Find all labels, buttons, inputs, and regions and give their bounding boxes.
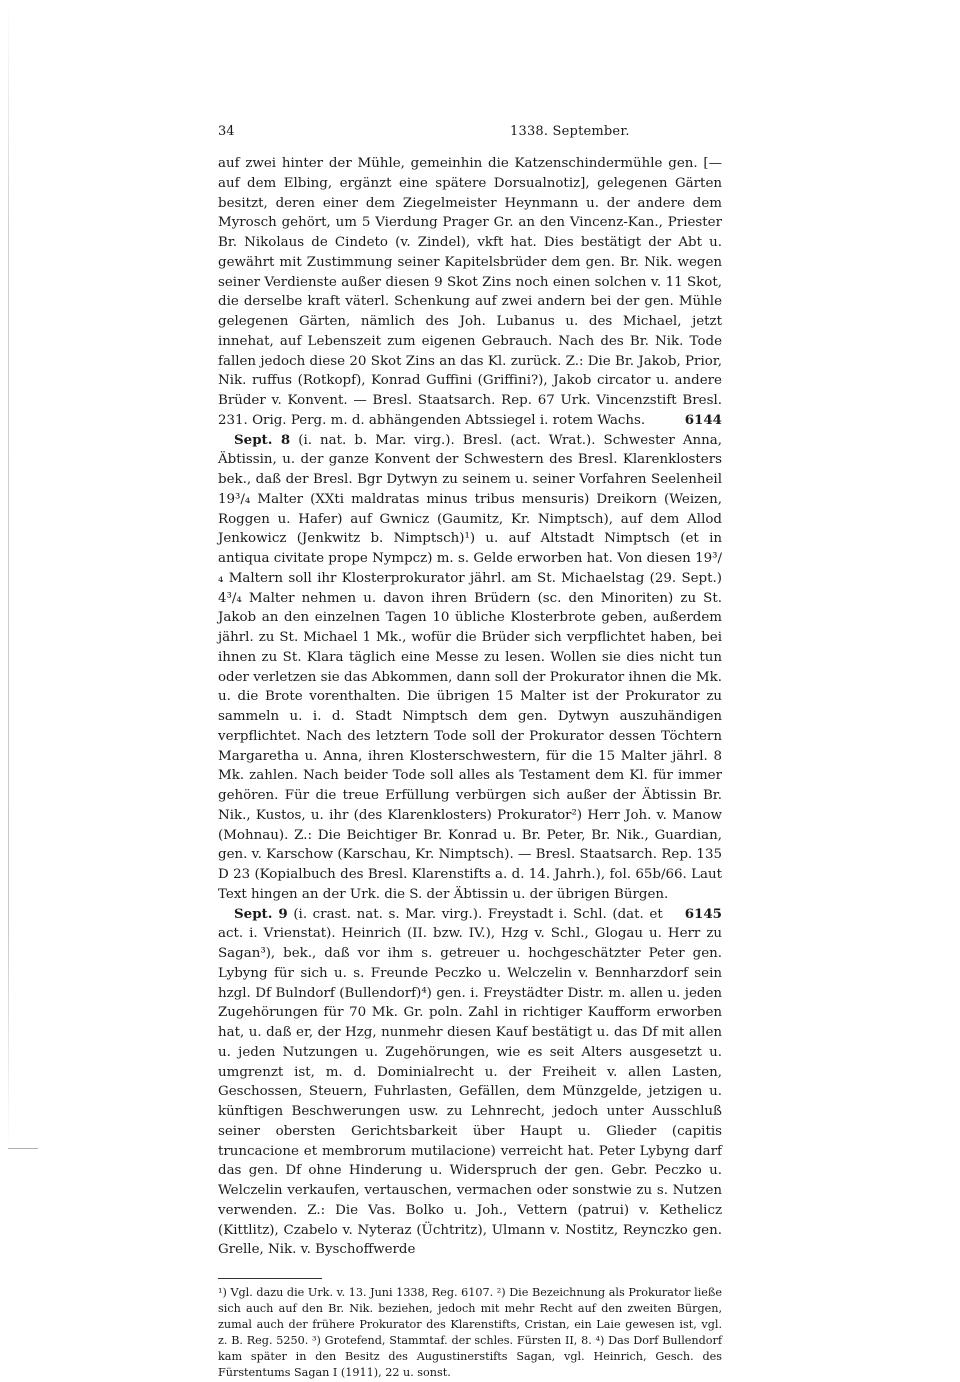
entry-6146 bbox=[218, 905, 722, 1261]
entry-number: 6145 bbox=[684, 905, 722, 922]
document-page bbox=[218, 124, 722, 1382]
entry-continuation bbox=[218, 154, 722, 431]
entry-date: Sept. 9 bbox=[234, 905, 288, 922]
page-number: 34 bbox=[218, 124, 235, 139]
body-text bbox=[218, 154, 722, 1260]
running-title: 1338. September. bbox=[510, 124, 630, 139]
entry-text: auf zwei hinter der Mühle, gemeinhin die Katzenschindermühle gen. [— auf dem Elbing, ergänzt eine spätere Dorsualnotiz], gelegenen Gärten besitzt, deren einer dem Ziegelmeister Heynmann u. der andere dem Myrosch gehört, um 5 Vierdung Prager Gr. an den Vincenz-Kan., Priester Br. Nikolaus de Cindeto (v. Zindel), vkft hat. Dies bestätigt der Abt u. gewährt mit Zustimmung seiner Kapitelsbrüder dem gen. Br. Nik. wegen seiner Verdienste außer diesen 9 Skot Zins noch einen solchen v. 11 Skot, die derselbe kraft väterl. Schenkung auf zwei andern bei der gen. Mühle gelegenen Gärten, nämlich des Joh. Lubanus u. des Michael, jetzt innehat, auf Lebenszeit zum eigenen Gebrauch. Nach des Br. Nik. Tode fallen jedoch diese 20 Skot Zins an das Kl. zurück. Z.: Die Br. Jakob, Prior, Nik. ruffus (Rotkopf), Konrad Guffini (Griffini?), Jakob circator u. andere Brüder v. Konvent. — Bresl. Staatsarch. Rep. 67 Urk. Vincenzstift Bresl. 231. Orig. Perg. m. d. abhängenden Abtssiegel i. rotem Wachs. bbox=[218, 156, 722, 428]
footnotes bbox=[218, 1285, 722, 1382]
footnote-block: ¹) Vgl. dazu die Urk. v. 13. Juni 1338, Reg. 6107. ²) Die Bezeichnung als Prokurator ließe sich auch auf den Br. Nik. beziehen, jedoch mit mehr Recht auf den zweiten Bürgen, zumal auch der frühere Prokurator des Klarenstifts, Cristan, ein Laie gewesen ist, vgl. z. B. Reg. 5250. ³) Grotefend, Stammtaf. der schles. Fürsten II, 8. ⁴) Das Dorf Bullendorf kam später in den Besitz des Augustinerstifts Sagan, vgl. Heinrich, Gesch. des Fürstentums Sagan I (1911), 22 u. sonst. bbox=[218, 1286, 722, 1380]
entry-text: (i. nat. b. Mar. virg.). Bresl. (act. Wrat.). Schwester Anna, Äbtissin, u. der ganze Konvent der Schwestern des Bresl. Klarenklosters bek., daß der Bresl. Bgr Dytwyn zu seinem u. seiner Vorfahren Seelenheil 19³/₄ Malter (XXti maldratas minus tribus mensuris) Dreikorn (Weizen, Roggen u. Hafer) auf Gwnicz (Gaumitz, Kr. Nimptsch), auf dem Allod Jenkowicz (Jenkwitz b. Nimptsch)¹) u. auf Altstadt Nimptsch (et in antiqua civitate prope Nympcz) m. s. Gelde erworben hat. Von diesen 19³/₄ Maltern soll ihr Klosterprokurator jährl. am St. Michaelstag (29. Sept.) 4³/₄ Malter nehmen u. davon ihren Brüdern (sc. den Minoriten) zu St. Jakob an den einzelnen Tagen 10 übliche Klosterbrote geben, außerdem jährl. zu St. Michael 1 Mk., wofür die Brüder sich verpflichtet haben, bei ihnen zu St. Klara täglich eine Messe zu lesen. Wollen sie dies nicht tun oder verletzen sie das Abkommen, dann soll der Prokurator ihnen die Mk. u. die Brote vorenthalten. Die übrigen 15 Malter ist der Prokurator zu sammeln u. i. d. Stadt Nimptsch dem gen. Dytwyn auszuhändigen verpflichtet. Nach des letztern Tode soll der Prokurator dessen Töchtern Margaretha u. Anna, ihren Klosterschwestern, für die 15 Malter jährl. 8 Mk. zahlen. Nach beider Tode soll alles als Testament dem Kl. für immer gehören. Für die treue Erfüllung verbürgen sich außer der Äbtissin Br. Nik., Kustos, u. ihr (des Klarenklosters) Prokurator²) Herr Joh. v. Manow (Mohnau). Z.: Die Beichtiger Br. Konrad u. Br. Peter, Br. Nik., Guardian, gen. v. Karschow (Karschau, Kr. Nimptsch). — Bresl. Staatsarch. Rep. 135 D 23 (Kopialbuch des Bresl. Klarenstifts a. d. 14. Jahrh.), fol. 65b/66. Laut Text hingen an der Urk. die S. der Äbtissin u. der übrigen Bürgen. bbox=[218, 432, 722, 902]
scan-edge-line bbox=[8, 0, 9, 1150]
running-head bbox=[218, 124, 722, 144]
entry-date: Sept. 8 bbox=[234, 431, 291, 448]
footnote-divider bbox=[218, 1278, 322, 1279]
entry-text: (i. crast. nat. s. Mar. virg.). Freystadt i. Schl. (dat. et act. i. Vrienstat). Heinrich (II. bzw. IV.), Hzg v. Schl., Glogau u. Herr zu Sagan³), bek., daß vor ihm s. getreuer u. hochgeschätzter Peter gen. Lybyng für sich u. s. Freunde Peczko u. Welczelin v. Bennharzdorf sein hzgl. Df Bulndorf (Bullendorf)⁴) gen. i. Freystädter Distr. m. allen u. jeden Zugehörungen für 70 Mk. Gr. poln. Zahl in richtiger Kaufform erworben hat, u. daß er, der Hzg, nunmehr diesen Kauf bestätigt u. das Df mit allen u. jeden Nutzungen u. Zugehörungen, wie es seit Alters ausgesetzt u. umgrenzt ist, m. d. Dominialrecht u. der Freiheit v. allen Lasten, Geschossen, Steuern, Fuhrlasten, Gefällen, dem Münzgelde, jetzigen u. künftigen Beschwerungen usw. zu Lehnrecht, jedoch unter Ausschluß seiner obersten Gerichtsbarkeit über Haupt u. Glieder (capitis truncacione et membrorum mutilacione) verreicht hat. Peter Lybyng darf das gen. Df ohne Hinderung u. Widerspruch der gen. Gebr. Peczko u. Welczelin verkaufen, vertauschen, vermachen oder sonstwie zu s. Nutzen verwenden. Z.: Die Vas. Bolko u. Joh., Vettern (patrui) v. Kethelicz (Kittlitz), Czabelo v. Nyteraz (Üchtritz), Ulmann v. Nostitz, Reynczko gen. Grelle, Nik. v. Byschoffwerde bbox=[218, 906, 722, 1258]
scan-corner-mark bbox=[8, 1148, 38, 1149]
entry-number: 6144 bbox=[684, 411, 722, 428]
